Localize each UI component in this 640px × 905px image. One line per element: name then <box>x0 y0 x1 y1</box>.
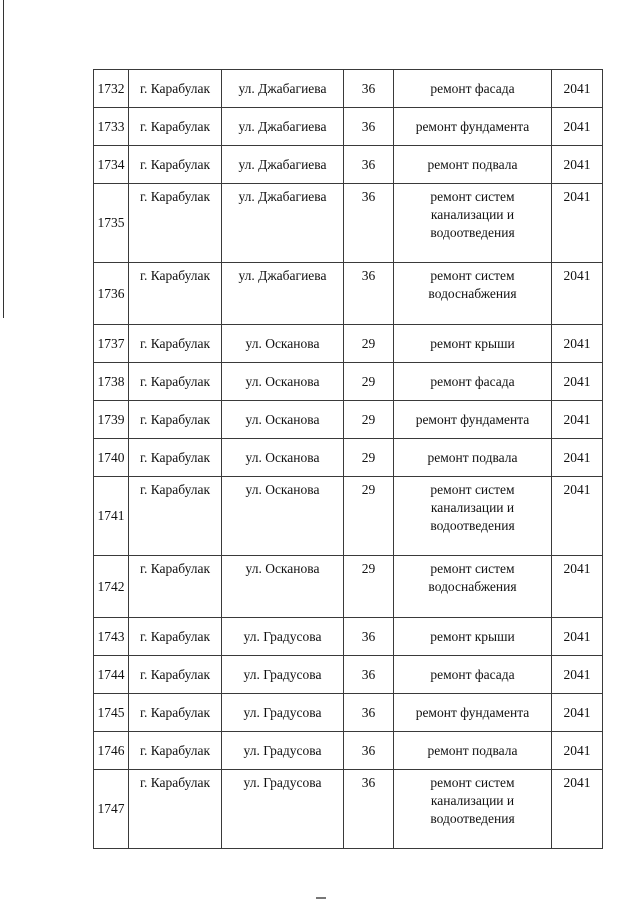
work-type-cell <box>394 694 552 732</box>
street-cell: ул. Джабагиева <box>222 184 344 263</box>
work-type-line: ремонт систем <box>430 189 515 204</box>
row-number: 1744 <box>94 656 129 694</box>
row-number: 1736 <box>94 263 129 325</box>
work-type-line: канализации и <box>430 793 515 808</box>
street-cell: ул. Джабагиева <box>222 263 344 325</box>
work-type-line: ремонт фундамента <box>415 118 530 134</box>
city-cell: г. Карабулак <box>129 70 222 108</box>
city-cell: г. Карабулак <box>129 439 222 477</box>
work-type-cell <box>394 401 552 439</box>
table-row <box>94 325 603 363</box>
table-row <box>94 694 603 732</box>
table-row <box>94 108 603 146</box>
year-cell: 2041 <box>552 184 603 263</box>
street-cell: ул. Осканова <box>222 363 344 401</box>
row-number: 1743 <box>94 618 129 656</box>
table-row <box>94 477 603 556</box>
work-type-line: ремонт подвала <box>427 156 518 172</box>
work-type-line: ремонт крыши <box>430 335 515 351</box>
work-type-cell <box>394 108 552 146</box>
street-cell: ул. Градусова <box>222 732 344 770</box>
table-row <box>94 70 603 108</box>
work-type-line: ремонт крыши <box>430 628 515 644</box>
work-type-line: ремонт систем <box>430 775 515 790</box>
work-type-line: ремонт систем <box>430 482 515 497</box>
row-number: 1734 <box>94 146 129 184</box>
row-number: 1732 <box>94 70 129 108</box>
work-type-line: водоотведения <box>430 225 515 240</box>
table-row <box>94 146 603 184</box>
table-row <box>94 732 603 770</box>
work-type-cell <box>394 439 552 477</box>
row-number: 1747 <box>94 770 129 849</box>
street-cell: ул. Градусова <box>222 694 344 732</box>
year-cell: 2041 <box>552 108 603 146</box>
row-number: 1735 <box>94 184 129 263</box>
house-number-cell: 36 <box>344 694 394 732</box>
city-cell: г. Карабулак <box>129 732 222 770</box>
repair-schedule-table <box>93 69 603 849</box>
table-row <box>94 770 603 849</box>
street-cell: ул. Осканова <box>222 325 344 363</box>
work-type-cell <box>394 618 552 656</box>
year-cell: 2041 <box>552 401 603 439</box>
year-cell: 2041 <box>552 363 603 401</box>
work-type-line: ремонт фундамента <box>415 411 530 427</box>
house-number-cell: 29 <box>344 325 394 363</box>
row-number: 1745 <box>94 694 129 732</box>
street-cell: ул. Осканова <box>222 477 344 556</box>
city-cell: г. Карабулак <box>129 618 222 656</box>
house-number-cell: 29 <box>344 363 394 401</box>
street-cell: ул. Градусова <box>222 656 344 694</box>
year-cell: 2041 <box>552 439 603 477</box>
row-number: 1741 <box>94 477 129 556</box>
work-type-cell <box>394 732 552 770</box>
scan-edge-line <box>3 0 4 318</box>
street-cell: ул. Осканова <box>222 401 344 439</box>
house-number-cell: 36 <box>344 70 394 108</box>
page-number-mark <box>316 897 326 899</box>
row-number: 1738 <box>94 363 129 401</box>
house-number-cell: 29 <box>344 439 394 477</box>
house-number-cell: 36 <box>344 263 394 325</box>
work-type-line: канализации и <box>430 207 515 222</box>
house-number-cell: 29 <box>344 401 394 439</box>
table-row <box>94 656 603 694</box>
house-number-cell: 36 <box>344 656 394 694</box>
year-cell: 2041 <box>552 263 603 325</box>
year-cell: 2041 <box>552 618 603 656</box>
row-number: 1740 <box>94 439 129 477</box>
house-number-cell: 36 <box>344 146 394 184</box>
table-row <box>94 263 603 325</box>
table-row <box>94 556 603 618</box>
city-cell: г. Карабулак <box>129 656 222 694</box>
street-cell: ул. Джабагиева <box>222 70 344 108</box>
house-number-cell: 29 <box>344 556 394 618</box>
work-type-line: водоснабжения <box>428 579 517 594</box>
work-type-line: ремонт систем <box>430 561 515 576</box>
work-type-line: ремонт фундамента <box>415 704 530 720</box>
table-row <box>94 363 603 401</box>
row-number: 1742 <box>94 556 129 618</box>
work-type-line: ремонт фасада <box>430 80 515 96</box>
work-type-cell <box>394 656 552 694</box>
work-type-line: водоотведения <box>430 811 515 826</box>
city-cell: г. Карабулак <box>129 770 222 849</box>
house-number-cell: 36 <box>344 732 394 770</box>
row-number: 1746 <box>94 732 129 770</box>
work-type-cell <box>394 325 552 363</box>
year-cell: 2041 <box>552 770 603 849</box>
work-type-cell <box>394 556 552 618</box>
row-number: 1739 <box>94 401 129 439</box>
house-number-cell: 36 <box>344 618 394 656</box>
work-type-line: ремонт фасада <box>430 373 515 389</box>
table-row <box>94 439 603 477</box>
work-type-line: ремонт систем <box>430 268 515 283</box>
work-type-cell <box>394 70 552 108</box>
house-number-cell: 36 <box>344 770 394 849</box>
city-cell: г. Карабулак <box>129 477 222 556</box>
city-cell: г. Карабулак <box>129 263 222 325</box>
street-cell: ул. Джабагиева <box>222 146 344 184</box>
row-number: 1737 <box>94 325 129 363</box>
year-cell: 2041 <box>552 656 603 694</box>
year-cell: 2041 <box>552 694 603 732</box>
work-type-cell <box>394 263 552 325</box>
house-number-cell: 36 <box>344 184 394 263</box>
city-cell: г. Карабулак <box>129 694 222 732</box>
work-type-cell <box>394 146 552 184</box>
street-cell: ул. Градусова <box>222 770 344 849</box>
year-cell: 2041 <box>552 146 603 184</box>
year-cell: 2041 <box>552 732 603 770</box>
work-type-line: водоотведения <box>430 518 515 533</box>
street-cell: ул. Градусова <box>222 618 344 656</box>
city-cell: г. Карабулак <box>129 325 222 363</box>
city-cell: г. Карабулак <box>129 108 222 146</box>
work-type-cell <box>394 363 552 401</box>
year-cell: 2041 <box>552 556 603 618</box>
street-cell: ул. Осканова <box>222 556 344 618</box>
city-cell: г. Карабулак <box>129 556 222 618</box>
work-type-line: канализации и <box>430 500 515 515</box>
house-number-cell: 29 <box>344 477 394 556</box>
work-type-cell <box>394 184 552 263</box>
city-cell: г. Карабулак <box>129 401 222 439</box>
city-cell: г. Карабулак <box>129 184 222 263</box>
work-type-line: ремонт фасада <box>430 666 515 682</box>
street-cell: ул. Джабагиева <box>222 108 344 146</box>
table-row <box>94 618 603 656</box>
year-cell: 2041 <box>552 325 603 363</box>
city-cell: г. Карабулак <box>129 146 222 184</box>
table-row <box>94 401 603 439</box>
year-cell: 2041 <box>552 70 603 108</box>
city-cell: г. Карабулак <box>129 363 222 401</box>
work-type-line: ремонт подвала <box>427 742 518 758</box>
work-type-line: ремонт подвала <box>427 449 518 465</box>
year-cell: 2041 <box>552 477 603 556</box>
work-type-cell <box>394 477 552 556</box>
house-number-cell: 36 <box>344 108 394 146</box>
row-number: 1733 <box>94 108 129 146</box>
street-cell: ул. Осканова <box>222 439 344 477</box>
work-type-cell <box>394 770 552 849</box>
table-row <box>94 184 603 263</box>
table-body <box>94 70 603 849</box>
work-type-line: водоснабжения <box>428 286 517 301</box>
